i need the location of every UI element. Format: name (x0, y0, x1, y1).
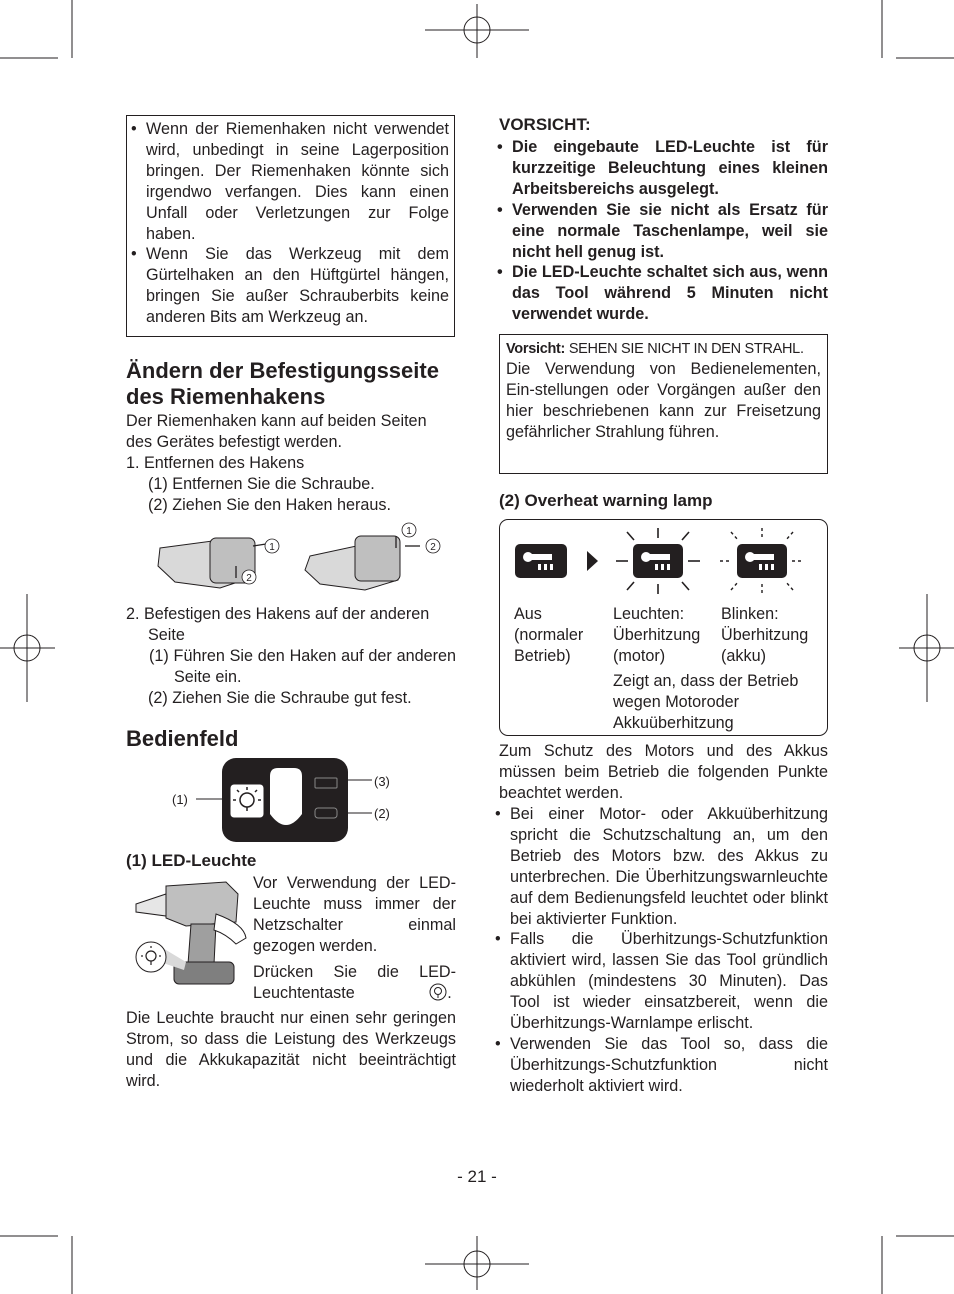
warning-item: • Wenn Sie das Werkzeug mit dem Gürtelhaken an den Hüftgürtel hängen, bringen Sie außer Schrauberbits keine anderen Bits am Werkzeug an. (130, 244, 449, 328)
state-label: (normaler (514, 625, 584, 644)
lamp-state-blink (721, 604, 827, 667)
led-text-3: Die Leuchte braucht nur einen sehr geringen Strom, so dass die Leistung des Werkzeugs und die Akkukapazität nicht beeinträchtigt wird. (126, 1009, 456, 1090)
caution-caps: SEHEN SIE NICHT IN DEN STRAHL. (568, 341, 804, 357)
step-1b: (2) Ziehen Sie den Haken heraus. (148, 495, 391, 514)
drill-illustration (126, 874, 250, 989)
vorsicht-item: • Verwenden Sie sie nicht als Ersatz für eine normale Taschenlampe, weil sie nicht hell genug ist. (496, 200, 828, 263)
lamp-note: Zeigt an, dass der Betrieb wegen Motoroder Akkuüberhitzung (613, 672, 799, 732)
protection-intro: Zum Schutz des Motors und des Akkus müssen beim Betrieb die folgenden Punkte beachtet werden. (499, 742, 828, 802)
step-2b: (2) Ziehen Sie die Schraube gut fest. (148, 688, 412, 707)
led-light-heading: (1) LED-Leuchte (126, 851, 257, 870)
overheat-heading: (2) Overheat warning lamp (499, 491, 713, 510)
state-label: Leuchten: (613, 605, 685, 623)
warning-list (130, 119, 449, 328)
warning-item: • Wenn der Riemenhaken nicht verwendet wird, unbedingt in seine Lagerposition bringen. Der Riemenhaken könnte sich irgendwo verfangen. Dies kann einen Unfall oder Verletzungen zur Folge haben. (130, 119, 449, 244)
panel-label-1: (1) (172, 792, 188, 807)
lamp-state-on (613, 604, 721, 667)
led-button-instruction: Drücken Sie die LED-Leuchtentaste (253, 963, 456, 1002)
vorsicht-heading: VORSICHT: (499, 115, 591, 134)
state-label: Überhitzung (721, 625, 809, 644)
state-label: Blinken: (721, 605, 779, 623)
marker-1: 1 (269, 542, 275, 553)
protection-item: • Falls die Überhitzungs-Schutzfunktion aktiviert wird, lassen Sie das Tool gründlich abkühlen (mindestens 30 Minuten). Das Tool ist wieder einsatzbereit, wenn die Überhitzungs-Warnlampe erlischt. (494, 929, 828, 1034)
section-title-belt-hook: Ändern der Befestigungsseite des Riemenhakens (126, 358, 439, 409)
lamp-state-off (514, 604, 612, 667)
led-text-2 (253, 962, 456, 1004)
arrow-right-icon (587, 551, 598, 571)
section-title-control-panel: Bedienfeld (126, 726, 239, 751)
control-panel-illustration (170, 756, 400, 844)
vorsicht-item: • Die eingebaute LED-Leuchte ist für kurzzeitige Beleuchtung eines kleinen Arbeitsbereichs ausgelegt. (496, 137, 828, 200)
page-number: - 21 - (457, 1167, 497, 1186)
panel-label-3: (3) (374, 774, 390, 789)
step-2: 2. Befestigen des Hakens auf der anderen Seite (126, 605, 430, 644)
lamp-state-icons (500, 520, 827, 602)
belt-hook-instructions (126, 411, 456, 516)
vorsicht-item: • Die LED-Leuchte schaltet sich aus, wenn das Tool während 5 Minuten nicht verwendet wurde. (496, 262, 828, 325)
marker-2: 2 (430, 542, 436, 553)
laser-caution-box (499, 334, 828, 474)
led-button-icon (429, 983, 447, 1001)
hook-removal-illustration (150, 518, 450, 600)
period: . (447, 983, 452, 1002)
state-label: (akku) (721, 646, 766, 665)
protection-item: • Verwenden Sie das Tool so, dass die Überhitzungs-Schutzfunktion nicht wiederholt aktiviert wird. (494, 1034, 828, 1097)
protection-item: • Bei einer Motor- oder Akkuüberhitzung spricht die Schutzschaltung an, um den Betrieb des Motors bzw. des Akkus zu unterbrechen. Die Überhitzungswarnleuchte auf dem Bedienungsfeld leuchtet oder blinkt bei aktivierter Funktion. (494, 804, 828, 929)
caution-label: Vorsicht: (506, 341, 566, 357)
protection-list (494, 804, 828, 1097)
vorsicht-list (496, 137, 828, 325)
caution-text: Die Verwendung von Bedienelementen, Ein-stellungen oder Vorgängen außer den hier beschriebenen kann zur Freisetzung gefährlicher Strahlung führen. (506, 360, 821, 441)
step-1a: (1) Entfernen Sie die Schraube. (148, 474, 375, 493)
panel-label-2: (2) (374, 806, 390, 821)
marker-2: 2 (246, 573, 252, 584)
led-text-1: Vor Verwendung der LED-Leuchte muss immer der Netzschalter einmal gezogen werden. (253, 874, 456, 955)
state-label: Betrieb) (514, 646, 571, 665)
step-1: 1. Entfernen des Hakens (126, 453, 305, 472)
step-2a: (1) Führen Sie den Haken auf der anderen Seite ein. (149, 646, 456, 686)
intro-text: Der Riemenhaken kann auf beiden Seiten des Gerätes befestigt werden. (126, 412, 427, 451)
marker-1: 1 (406, 526, 412, 537)
state-label: Aus (514, 605, 542, 623)
belt-hook-warning-box (126, 115, 455, 337)
attach-instructions (126, 604, 456, 709)
state-label: (motor) (613, 646, 666, 665)
overheat-lamp-box (499, 519, 828, 736)
state-label: Überhitzung (613, 625, 701, 644)
